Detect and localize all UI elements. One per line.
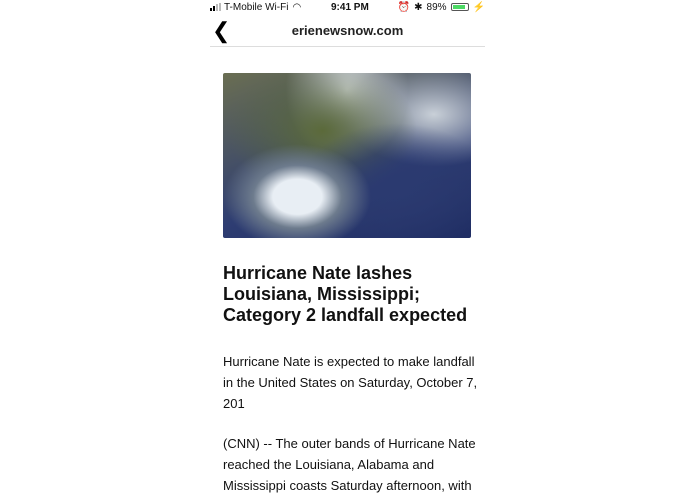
charging-icon: ⚡ <box>472 1 485 13</box>
article-body: (CNN) -- The outer bands of Hurricane Nate reached the Louisiana, Alabama and Mississippi coasts Saturday afternoon, with <box>223 436 476 493</box>
article-title: Hurricane Nate lashes Louisiana, Mississippi; Category 2 landfall expected <box>223 263 468 325</box>
back-button[interactable]: ❮ <box>212 18 231 43</box>
alarm-icon: ⏰ <box>397 1 411 13</box>
carrier: T-Mobile Wi-Fi <box>224 1 289 13</box>
article-summary: Hurricane Nate is expected to make landfall in the United States on Saturday, October 7, 201 <box>223 354 478 411</box>
battery-percent: 89% <box>426 1 447 13</box>
status-bar <box>210 0 485 14</box>
bluetooth-icon: ✱ <box>414 1 423 13</box>
signal-icon <box>210 3 221 11</box>
clock: 9:41 PM <box>331 1 369 13</box>
hurricane-satellite-image <box>223 73 471 238</box>
nav-bar <box>210 16 485 47</box>
wifi-icon: ◠ <box>292 1 302 13</box>
site-domain: erienewsnow.com <box>291 23 404 38</box>
battery-icon <box>451 3 469 11</box>
